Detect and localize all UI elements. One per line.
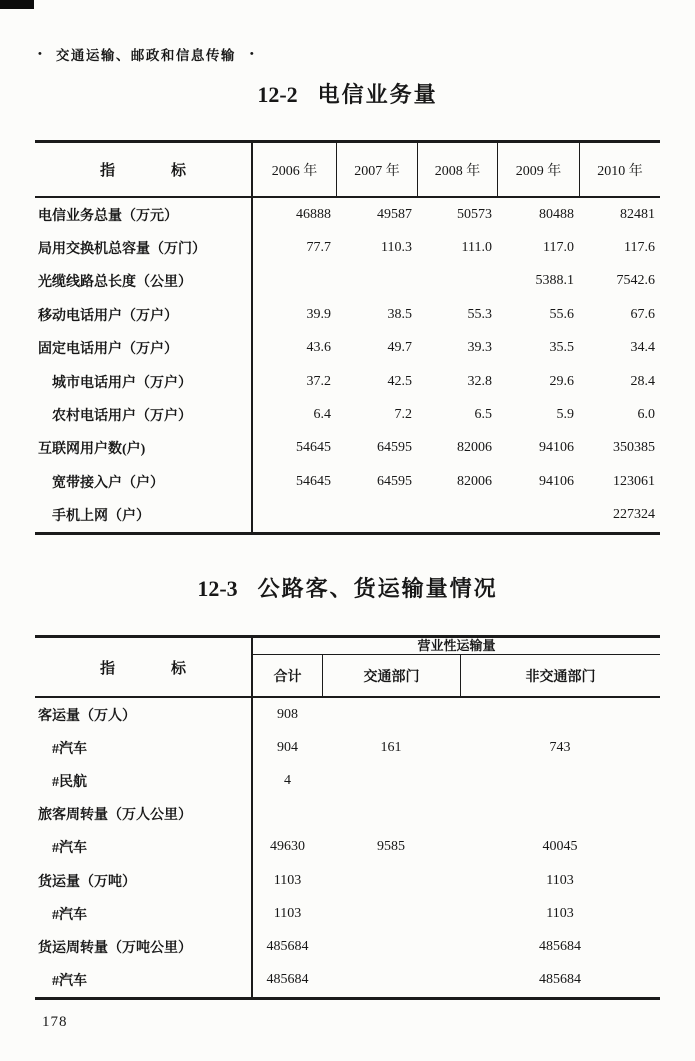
cell: 46888 [296, 206, 331, 222]
cell: 7.2 [394, 407, 412, 423]
row-label: #民航 [35, 764, 253, 797]
row-label: 货运量（万吨） [35, 864, 253, 897]
running-header-text: 交通运输、邮政和信息传输 [55, 48, 236, 63]
cell: 6.0 [637, 407, 655, 423]
row-label: 城市电话用户（万户） [35, 365, 253, 398]
col-header-total: 合计 [273, 669, 302, 685]
telecom-table [35, 140, 660, 535]
cell: 49587 [377, 206, 412, 222]
cell: 77.7 [306, 240, 331, 256]
group-header-label: 营业性运输量 [253, 638, 660, 655]
cell: 39.3 [467, 340, 492, 356]
row-label: 固定电话用户（万户） [35, 332, 253, 365]
cell: 1103 [273, 905, 302, 921]
cell: 50573 [457, 206, 492, 222]
telecom-table-header [35, 140, 660, 198]
header-bullet-left: • [38, 48, 42, 60]
cell: 34.4 [630, 340, 655, 356]
row-label: 宽带接入户（户） [35, 465, 253, 498]
cell: 227324 [613, 507, 655, 523]
cell: 5.9 [556, 407, 574, 423]
cell: 54645 [296, 440, 331, 456]
cell: 49.7 [387, 340, 412, 356]
cell: 82006 [457, 473, 492, 489]
cell: 42.5 [387, 373, 412, 389]
cell: 55.6 [549, 306, 574, 322]
header-bullet-right: • [249, 48, 254, 60]
cell: 1103 [273, 872, 302, 888]
indicator-char: 标 [171, 660, 187, 677]
cell: 82006 [457, 440, 492, 456]
row-label: #汽车 [35, 831, 253, 864]
indicator-char: 指 [99, 163, 115, 179]
cell: 55.3 [467, 306, 492, 322]
cell: 94106 [539, 473, 574, 489]
cell: 111.0 [461, 240, 492, 256]
cell: 485684 [539, 938, 581, 954]
cell: 35.5 [549, 340, 574, 356]
page-number: 178 [42, 1014, 68, 1030]
row-label: 光缆线路总长度（公里） [35, 265, 253, 298]
row-label: 移动电话用户（万户） [35, 298, 253, 331]
cell: 64595 [377, 440, 412, 456]
cell: 5388.1 [535, 273, 574, 289]
cell: 40045 [542, 839, 578, 855]
cell: 4 [284, 772, 291, 788]
cell: 38.5 [387, 306, 412, 322]
running-header [38, 44, 254, 64]
table2-title-number: 12-3 [197, 576, 238, 601]
group-header [253, 638, 660, 696]
cell: 485684 [539, 972, 581, 988]
cell: 82481 [620, 206, 655, 222]
cell: 39.9 [306, 306, 331, 322]
road-transport-table [35, 635, 660, 1000]
cell: 49630 [270, 839, 305, 855]
row-label: 互联网用户数(户) [35, 432, 253, 465]
scan-artifact [0, 0, 34, 9]
cell: 7542.6 [616, 273, 655, 289]
cell: 54645 [296, 473, 331, 489]
year-header-2008: 2008 年 [417, 143, 497, 196]
cell: 32.8 [467, 373, 492, 389]
cell: 6.5 [474, 407, 492, 423]
cell: 110.3 [381, 240, 412, 256]
cell: 485684 [266, 972, 309, 988]
indicator-header-cell [35, 638, 253, 696]
row-label: #汽车 [35, 964, 253, 997]
cell: 743 [549, 739, 571, 755]
row-label: 货运周转量（万吨公里） [35, 930, 253, 963]
cell: 1103 [546, 872, 574, 888]
cell: 43.6 [306, 340, 331, 356]
table1-title-number: 12-2 [257, 82, 298, 107]
row-label: 旅客周转量（万人公里） [35, 798, 253, 831]
telecom-table-body [35, 198, 660, 535]
table1-title [0, 78, 695, 109]
row-label: #汽车 [35, 731, 253, 764]
table2-title [0, 572, 695, 603]
cell: 161 [380, 739, 402, 755]
cell: 123061 [613, 473, 655, 489]
year-header-2007: 2007 年 [336, 143, 417, 196]
cell: 117.0 [543, 240, 574, 256]
indicator-header-cell [35, 143, 253, 196]
cell: 6.4 [313, 407, 331, 423]
year-header-2006: 2006 年 [271, 163, 318, 179]
cell: 80488 [539, 206, 574, 222]
row-label: 客运量（万人） [35, 698, 253, 731]
row-label: 农村电话用户（万户） [35, 398, 253, 431]
row-label: #汽车 [35, 897, 253, 930]
cell: 1103 [546, 905, 574, 921]
col-header-non-transport-dept: 非交通部门 [460, 655, 660, 696]
cell: 350385 [613, 440, 655, 456]
row-label: 电信业务总量（万元） [35, 198, 253, 231]
row-label: 手机上网（户） [35, 499, 253, 532]
cell: 908 [277, 706, 298, 722]
cell: 37.2 [306, 373, 331, 389]
cell: 94106 [539, 440, 574, 456]
cell: 117.6 [624, 240, 655, 256]
col-header-transport-dept: 交通部门 [322, 655, 460, 696]
cell: 28.4 [630, 373, 655, 389]
cell: 485684 [266, 938, 309, 954]
year-header-2009: 2009 年 [497, 143, 579, 196]
subheader-row [253, 655, 660, 696]
road-transport-table-header [35, 635, 660, 698]
table1-title-text: 电信业务量 [317, 82, 438, 107]
table2-title-text: 公路客、货运输量情况 [257, 576, 498, 601]
cell: 904 [277, 739, 298, 755]
row-label: 局用交换机总容量（万门） [35, 231, 253, 264]
year-header-2010: 2010 年 [579, 143, 660, 196]
indicator-char: 标 [171, 163, 187, 179]
cell: 29.6 [549, 373, 574, 389]
cell: 9585 [377, 839, 405, 855]
indicator-char: 指 [99, 660, 115, 677]
cell: 64595 [377, 473, 412, 489]
road-transport-table-body [35, 698, 660, 1000]
cell: 67.6 [630, 306, 655, 322]
